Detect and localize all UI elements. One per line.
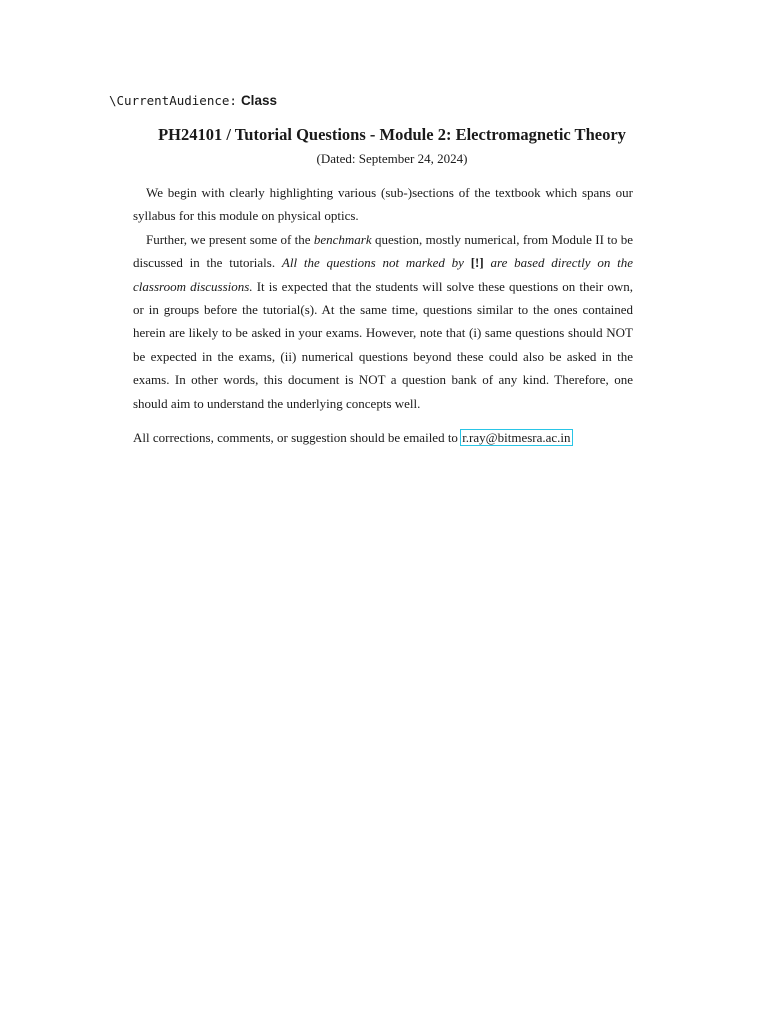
corrections-text: All corrections, comments, or suggestion should be emailed to xyxy=(133,430,462,446)
italic-note-text: All the questions not marked by xyxy=(281,255,471,271)
italic-note-text: are based directly on the classroom discussions. xyxy=(133,255,633,294)
document-title: PH24101 / Tutorial Questions - Module 2: Electromagnetic Theory xyxy=(158,125,626,144)
benchmark-emphasis: benchmark xyxy=(313,231,372,247)
audience-command: \CurrentAudience: xyxy=(109,93,237,108)
audience-value: Class xyxy=(240,93,277,108)
corrections-paragraph xyxy=(133,426,633,449)
paragraph-text: question, mostly numerical, from Module II to be discussed in the tutorials. xyxy=(133,231,633,271)
paragraph-text: It is expected that the students will solve these questions on their own, or in groups before the tutorial(s). At the same time, questions similar to the ones contained herein are likely to be asked in your exams. However, note that (i) same questions should NOT be expected in the exams, (ii) numerical questions beyond these could also be asked in the exams. In other words, this document is NOT a question bank of any kind. Therefore, one should aim to understand the underlying concepts well. xyxy=(133,278,633,411)
current-audience-line xyxy=(109,91,277,112)
benchmark-paragraph xyxy=(133,228,633,415)
document-body xyxy=(133,181,633,449)
paragraph-text: Further, we present some of the xyxy=(146,231,314,247)
email-link[interactable]: r.ray@bitmesra.ac.in xyxy=(462,430,571,446)
document-date: (Dated: September 24, 2024) xyxy=(316,151,468,166)
exclamation-mark-label: [!] xyxy=(470,255,484,271)
intro-paragraph: We begin with clearly highlighting various (sub-)sections of the textbook which spans our syllabus for this module on physical optics. xyxy=(133,185,633,224)
